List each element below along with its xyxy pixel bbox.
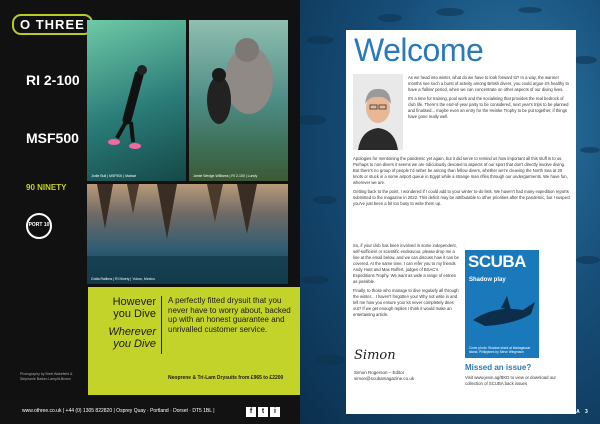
editorial-body xyxy=(353,156,571,210)
welcome-title: Welcome xyxy=(354,32,484,68)
page-label: SCUBA xyxy=(562,409,580,415)
welcome-panel xyxy=(346,30,576,414)
magazine-title: SCUBA xyxy=(468,252,526,271)
editorial-paragraph-3: Apologies for mentioning the pandemic yet again, but it did serve to remind us how important all this stuff is to us. Perhaps to non-divers it seems we are ridiculously devoted to aspects of our sport that don't directly involve diving. But there's no group of people I'd rather be among than fellow divers, whether we're cleaving the North Sea at 20 knots or stuck in a some airport queue in Egypt while a strange man rifles through our undergarments. We have fun, wherever we are. xyxy=(353,156,568,185)
editorial-paragraph-6: Finally, to those who manage to dive regularly all through the winter... I haven't forgotten you! Why not write in and tell me how you ensure your kit never completely dries out? If we get enough replies I think it would make an entertaining article. xyxy=(353,288,459,317)
diver-photo-1 xyxy=(87,20,186,181)
product-logo-ri2100: RI 2-100 xyxy=(26,72,80,88)
missed-issue-text[interactable]: Visit www.jevin.ag/BKD to view or download our collection of SCUBA back issues xyxy=(465,375,556,386)
cave-photo xyxy=(87,184,288,284)
instagram-icon[interactable]: i xyxy=(270,407,280,417)
editorial-intro xyxy=(408,75,570,123)
photo-caption-2: Jamie Wedge-Williams | RI 2-100 | Lundy xyxy=(193,174,258,178)
editorial-paragraph-5: So, if your club has been involved in some independent, self-sufficient or scientific endeavour, please drop me a line at the email below, and we can discuss how it can be covered. At the same time, I can refer you to my friends Andy Hunt and Max Ruffert, judges of BSAC's Expeditions Trophy. We want as wide a range of entries as possible. xyxy=(353,243,459,284)
stalactites-illustration xyxy=(87,184,288,284)
product-logo-port10: PORT 10 xyxy=(26,213,52,239)
magazine-headline: Shadow play xyxy=(469,277,506,283)
tagline-box xyxy=(88,287,300,395)
magazine-cover-blurb: Cover photo: Shadow shark at Madagascar island, Philippines by Steve Wiegmann xyxy=(469,346,531,354)
ad-offer: Neoprene & Tri-Lam Drysuits from £965 to £2200 xyxy=(168,375,284,381)
editorial-paragraph-4: Getting back to the point, I wondered if I could add to your winter to-do lists. We haven't had many expedition reports submitted to the magazine in 2022. This deficit may be attributable to other priorities after the pandemic, but I suspect you've just been a bit too busy to write them up. xyxy=(353,189,571,206)
editor-credit xyxy=(354,370,414,382)
missed-issue-heading: Missed an issue? xyxy=(465,363,532,372)
diver-illustration-1 xyxy=(87,20,186,181)
editor-portrait xyxy=(353,74,403,150)
product-logo-msf500: MSF500 xyxy=(26,130,79,146)
tagline-divider xyxy=(161,296,162,354)
editorial-paragraph-1: As we head into winter, what do we have to look forward to? In a way, the warmer months see such a burst of activity among British divers, you could argue it's healthy to have a 'fallow' period, when we can concentrate on other aspects of our diving lives. xyxy=(408,75,569,92)
shark-illustration xyxy=(465,250,539,358)
photo-caption-1: Jodie Bull | MSF500 | Malawi xyxy=(91,174,137,178)
footer-contact: www.othree.co.uk | +44 (0) 1305 822820 | Osprey Quay · Portland · Dorset · DT5 1BL | xyxy=(22,408,215,414)
editorial-paragraph-2: It's a time for training, pool work and the socialising that provides the real bedrock of club life. There's the end-of-year party to be considered, next year's trips to be planned and finalised... maybe even an entry for the Heinke Trophy to be put together, if things have gone really well. xyxy=(408,96,569,119)
photo-caption-3: Gotta Rallima | RI Ninety | Yukon, Mexico xyxy=(91,277,156,281)
facebook-icon[interactable]: f xyxy=(246,407,256,417)
ad-footer xyxy=(0,401,300,424)
tagline-wherever: Wherever you Dive xyxy=(108,326,156,350)
othree-logo-text: O THREE xyxy=(12,14,93,35)
photo-credits: Photography by Brett Wakefield & Stephanie Barker-Lampitt-Brown xyxy=(20,372,73,381)
editor-signature: Simon xyxy=(354,348,396,363)
page-footer xyxy=(562,409,588,415)
editor-email[interactable]: simon@scubamagazine.co.uk xyxy=(354,376,415,381)
othree-logo xyxy=(12,14,93,35)
ad-description: A perfectly fitted drysuit that you never have to worry about, backed up with an honest guarantee and unrivalled customer service. xyxy=(168,296,291,334)
editorial-column xyxy=(353,243,459,321)
tagline-however: However you Dive xyxy=(112,296,156,320)
twitter-icon[interactable]: t xyxy=(258,407,268,417)
diver-photo-2 xyxy=(189,20,288,181)
magazine-cover xyxy=(465,250,539,358)
seal-illustration xyxy=(189,20,288,181)
editor-portrait-illustration xyxy=(353,74,403,150)
page-number: 3 xyxy=(584,409,588,415)
product-logo-ninety: 90 NINETY xyxy=(26,183,67,192)
editor-name: Simon Rogerson – Editor xyxy=(354,370,405,375)
